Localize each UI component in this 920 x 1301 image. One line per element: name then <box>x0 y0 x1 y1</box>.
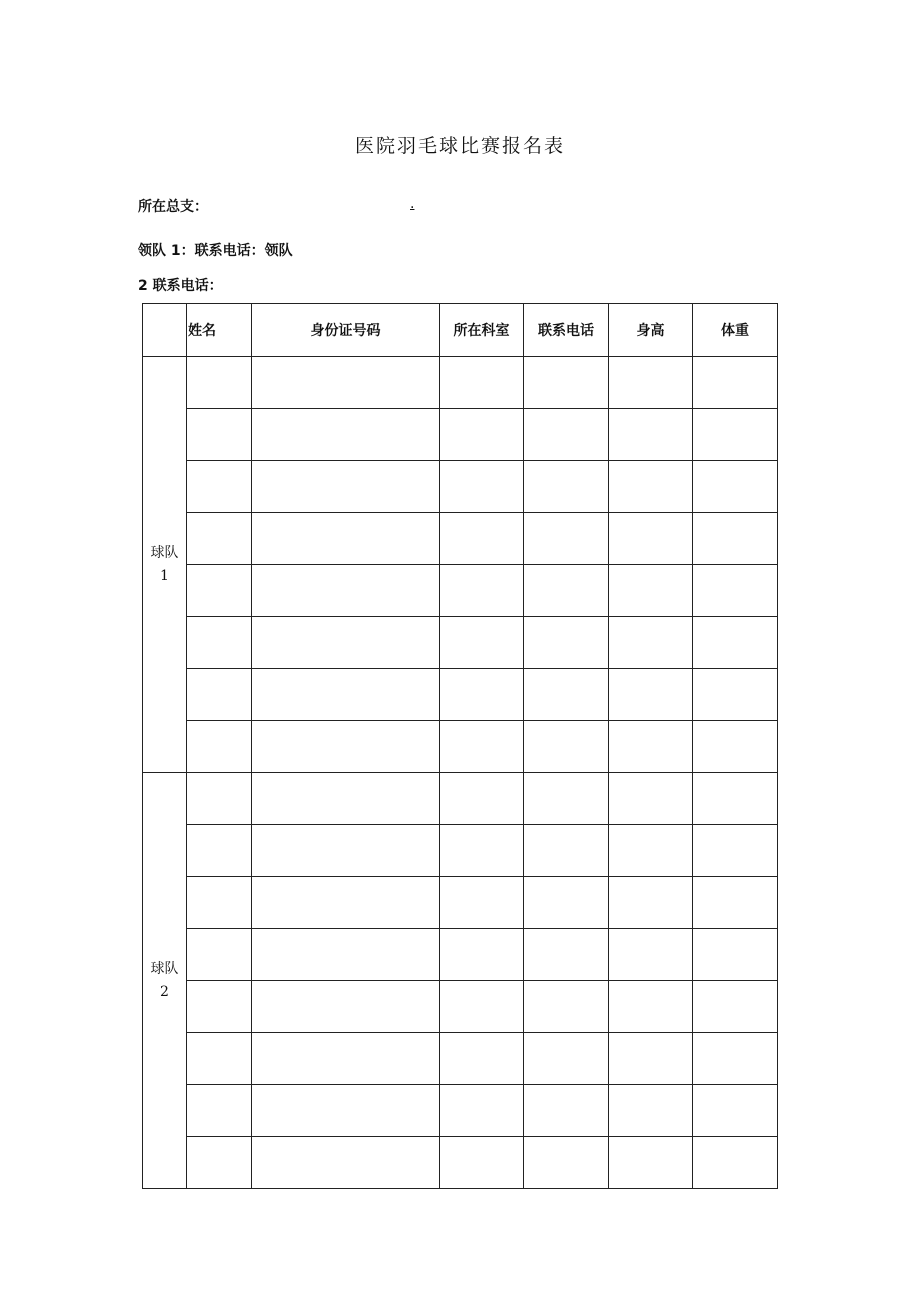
id-number-cell[interactable] <box>252 825 440 877</box>
department-cell[interactable] <box>440 721 524 773</box>
weight-cell[interactable] <box>693 1033 778 1085</box>
name-cell[interactable] <box>187 721 252 773</box>
team-2-label <box>143 773 187 1189</box>
table-row <box>143 513 778 565</box>
registration-table <box>142 303 778 1189</box>
height-cell[interactable] <box>609 357 693 409</box>
department-cell[interactable] <box>440 669 524 721</box>
phone-cell[interactable] <box>524 773 609 825</box>
weight-cell[interactable] <box>693 773 778 825</box>
height-cell[interactable] <box>609 409 693 461</box>
header-id-number: 身份证号码 <box>252 304 440 357</box>
table-row <box>143 721 778 773</box>
department-cell[interactable] <box>440 877 524 929</box>
name-cell[interactable] <box>187 357 252 409</box>
height-cell[interactable] <box>609 825 693 877</box>
header-row <box>143 304 778 357</box>
table-row <box>143 1033 778 1085</box>
department-cell[interactable] <box>440 825 524 877</box>
header-team <box>143 304 187 357</box>
phone-cell[interactable] <box>524 513 609 565</box>
table-row <box>143 669 778 721</box>
department-cell[interactable] <box>440 513 524 565</box>
name-cell[interactable] <box>187 409 252 461</box>
height-cell[interactable] <box>609 513 693 565</box>
weight-cell[interactable] <box>693 565 778 617</box>
team-label-text: 球队 <box>150 544 179 561</box>
phone-cell[interactable] <box>524 461 609 513</box>
phone-cell[interactable] <box>524 929 609 981</box>
id-number-cell[interactable] <box>252 773 440 825</box>
name-cell[interactable] <box>187 1033 252 1085</box>
id-number-cell[interactable] <box>252 461 440 513</box>
name-cell[interactable] <box>187 877 252 929</box>
weight-cell[interactable] <box>693 513 778 565</box>
phone-cell[interactable] <box>524 1085 609 1137</box>
department-cell[interactable] <box>440 773 524 825</box>
branch-label: 所在总支： <box>138 199 208 215</box>
phone-cell[interactable] <box>524 565 609 617</box>
height-cell[interactable] <box>609 1033 693 1085</box>
id-number-cell[interactable] <box>252 565 440 617</box>
height-cell[interactable] <box>609 877 693 929</box>
weight-cell[interactable] <box>693 409 778 461</box>
name-cell[interactable] <box>187 1137 252 1189</box>
id-number-cell[interactable] <box>252 929 440 981</box>
phone-cell[interactable] <box>524 825 609 877</box>
name-cell[interactable] <box>187 669 252 721</box>
header-height: 身高 <box>609 304 693 357</box>
phone-cell[interactable] <box>524 721 609 773</box>
department-cell[interactable] <box>440 1033 524 1085</box>
department-cell[interactable] <box>440 981 524 1033</box>
table-row <box>143 1085 778 1137</box>
id-number-cell[interactable] <box>252 877 440 929</box>
name-cell[interactable] <box>187 825 252 877</box>
weight-cell[interactable] <box>693 357 778 409</box>
branch-field-mark: . <box>410 196 415 212</box>
id-number-cell[interactable] <box>252 409 440 461</box>
id-number-cell[interactable] <box>252 357 440 409</box>
weight-cell[interactable] <box>693 929 778 981</box>
id-number-cell[interactable] <box>252 1085 440 1137</box>
table-row <box>143 617 778 669</box>
weight-cell[interactable] <box>693 981 778 1033</box>
leader-line-1: 领队 1：联系电话：领队 <box>138 243 293 259</box>
id-number-cell[interactable] <box>252 669 440 721</box>
department-cell[interactable] <box>440 1085 524 1137</box>
height-cell[interactable] <box>609 565 693 617</box>
name-cell[interactable] <box>187 565 252 617</box>
weight-cell[interactable] <box>693 1137 778 1189</box>
name-cell[interactable] <box>187 1085 252 1137</box>
table-row <box>143 357 778 409</box>
height-cell[interactable] <box>609 929 693 981</box>
id-number-cell[interactable] <box>252 513 440 565</box>
height-cell[interactable] <box>609 773 693 825</box>
department-cell[interactable] <box>440 409 524 461</box>
name-cell[interactable] <box>187 929 252 981</box>
department-cell[interactable] <box>440 929 524 981</box>
department-cell[interactable] <box>440 357 524 409</box>
table-row <box>143 981 778 1033</box>
table-row <box>143 929 778 981</box>
weight-cell[interactable] <box>693 669 778 721</box>
table-row <box>143 773 778 825</box>
id-number-cell[interactable] <box>252 617 440 669</box>
table-row <box>143 565 778 617</box>
weight-cell[interactable] <box>693 1085 778 1137</box>
height-cell[interactable] <box>609 981 693 1033</box>
height-cell[interactable] <box>609 669 693 721</box>
table-row <box>143 877 778 929</box>
height-cell[interactable] <box>609 721 693 773</box>
phone-cell[interactable] <box>524 877 609 929</box>
phone-cell[interactable] <box>524 357 609 409</box>
phone-cell[interactable] <box>524 617 609 669</box>
form-title: 医院羽毛球比赛报名表 <box>354 135 565 157</box>
weight-cell[interactable] <box>693 825 778 877</box>
team-number: 1 <box>160 567 169 584</box>
name-cell[interactable] <box>187 981 252 1033</box>
height-cell[interactable] <box>609 461 693 513</box>
phone-cell[interactable] <box>524 409 609 461</box>
header-weight: 体重 <box>693 304 778 357</box>
weight-cell[interactable] <box>693 617 778 669</box>
height-cell[interactable] <box>609 617 693 669</box>
phone-cell[interactable] <box>524 981 609 1033</box>
team-1-label <box>143 357 187 773</box>
id-number-cell[interactable] <box>252 981 440 1033</box>
table-row <box>143 1137 778 1189</box>
id-number-cell[interactable] <box>252 1033 440 1085</box>
table-row <box>143 461 778 513</box>
phone-cell[interactable] <box>524 1137 609 1189</box>
header-department: 所在科室 <box>440 304 524 357</box>
id-number-cell[interactable] <box>252 1137 440 1189</box>
id-number-cell[interactable] <box>252 721 440 773</box>
weight-cell[interactable] <box>693 877 778 929</box>
team-label-text: 球队 <box>150 960 179 977</box>
department-cell[interactable] <box>440 1137 524 1189</box>
header-name: 姓名 <box>187 304 252 357</box>
leader-line-2: 2 联系电话： <box>138 278 223 294</box>
department-cell[interactable] <box>440 565 524 617</box>
team-number: 2 <box>160 983 169 1000</box>
phone-cell[interactable] <box>524 669 609 721</box>
table-row <box>143 825 778 877</box>
height-cell[interactable] <box>609 1085 693 1137</box>
phone-cell[interactable] <box>524 1033 609 1085</box>
weight-cell[interactable] <box>693 461 778 513</box>
name-cell[interactable] <box>187 513 252 565</box>
name-cell[interactable] <box>187 617 252 669</box>
height-cell[interactable] <box>609 1137 693 1189</box>
department-cell[interactable] <box>440 461 524 513</box>
department-cell[interactable] <box>440 617 524 669</box>
name-cell[interactable] <box>187 461 252 513</box>
header-phone: 联系电话 <box>524 304 609 357</box>
name-cell[interactable] <box>187 773 252 825</box>
weight-cell[interactable] <box>693 721 778 773</box>
table-row <box>143 409 778 461</box>
